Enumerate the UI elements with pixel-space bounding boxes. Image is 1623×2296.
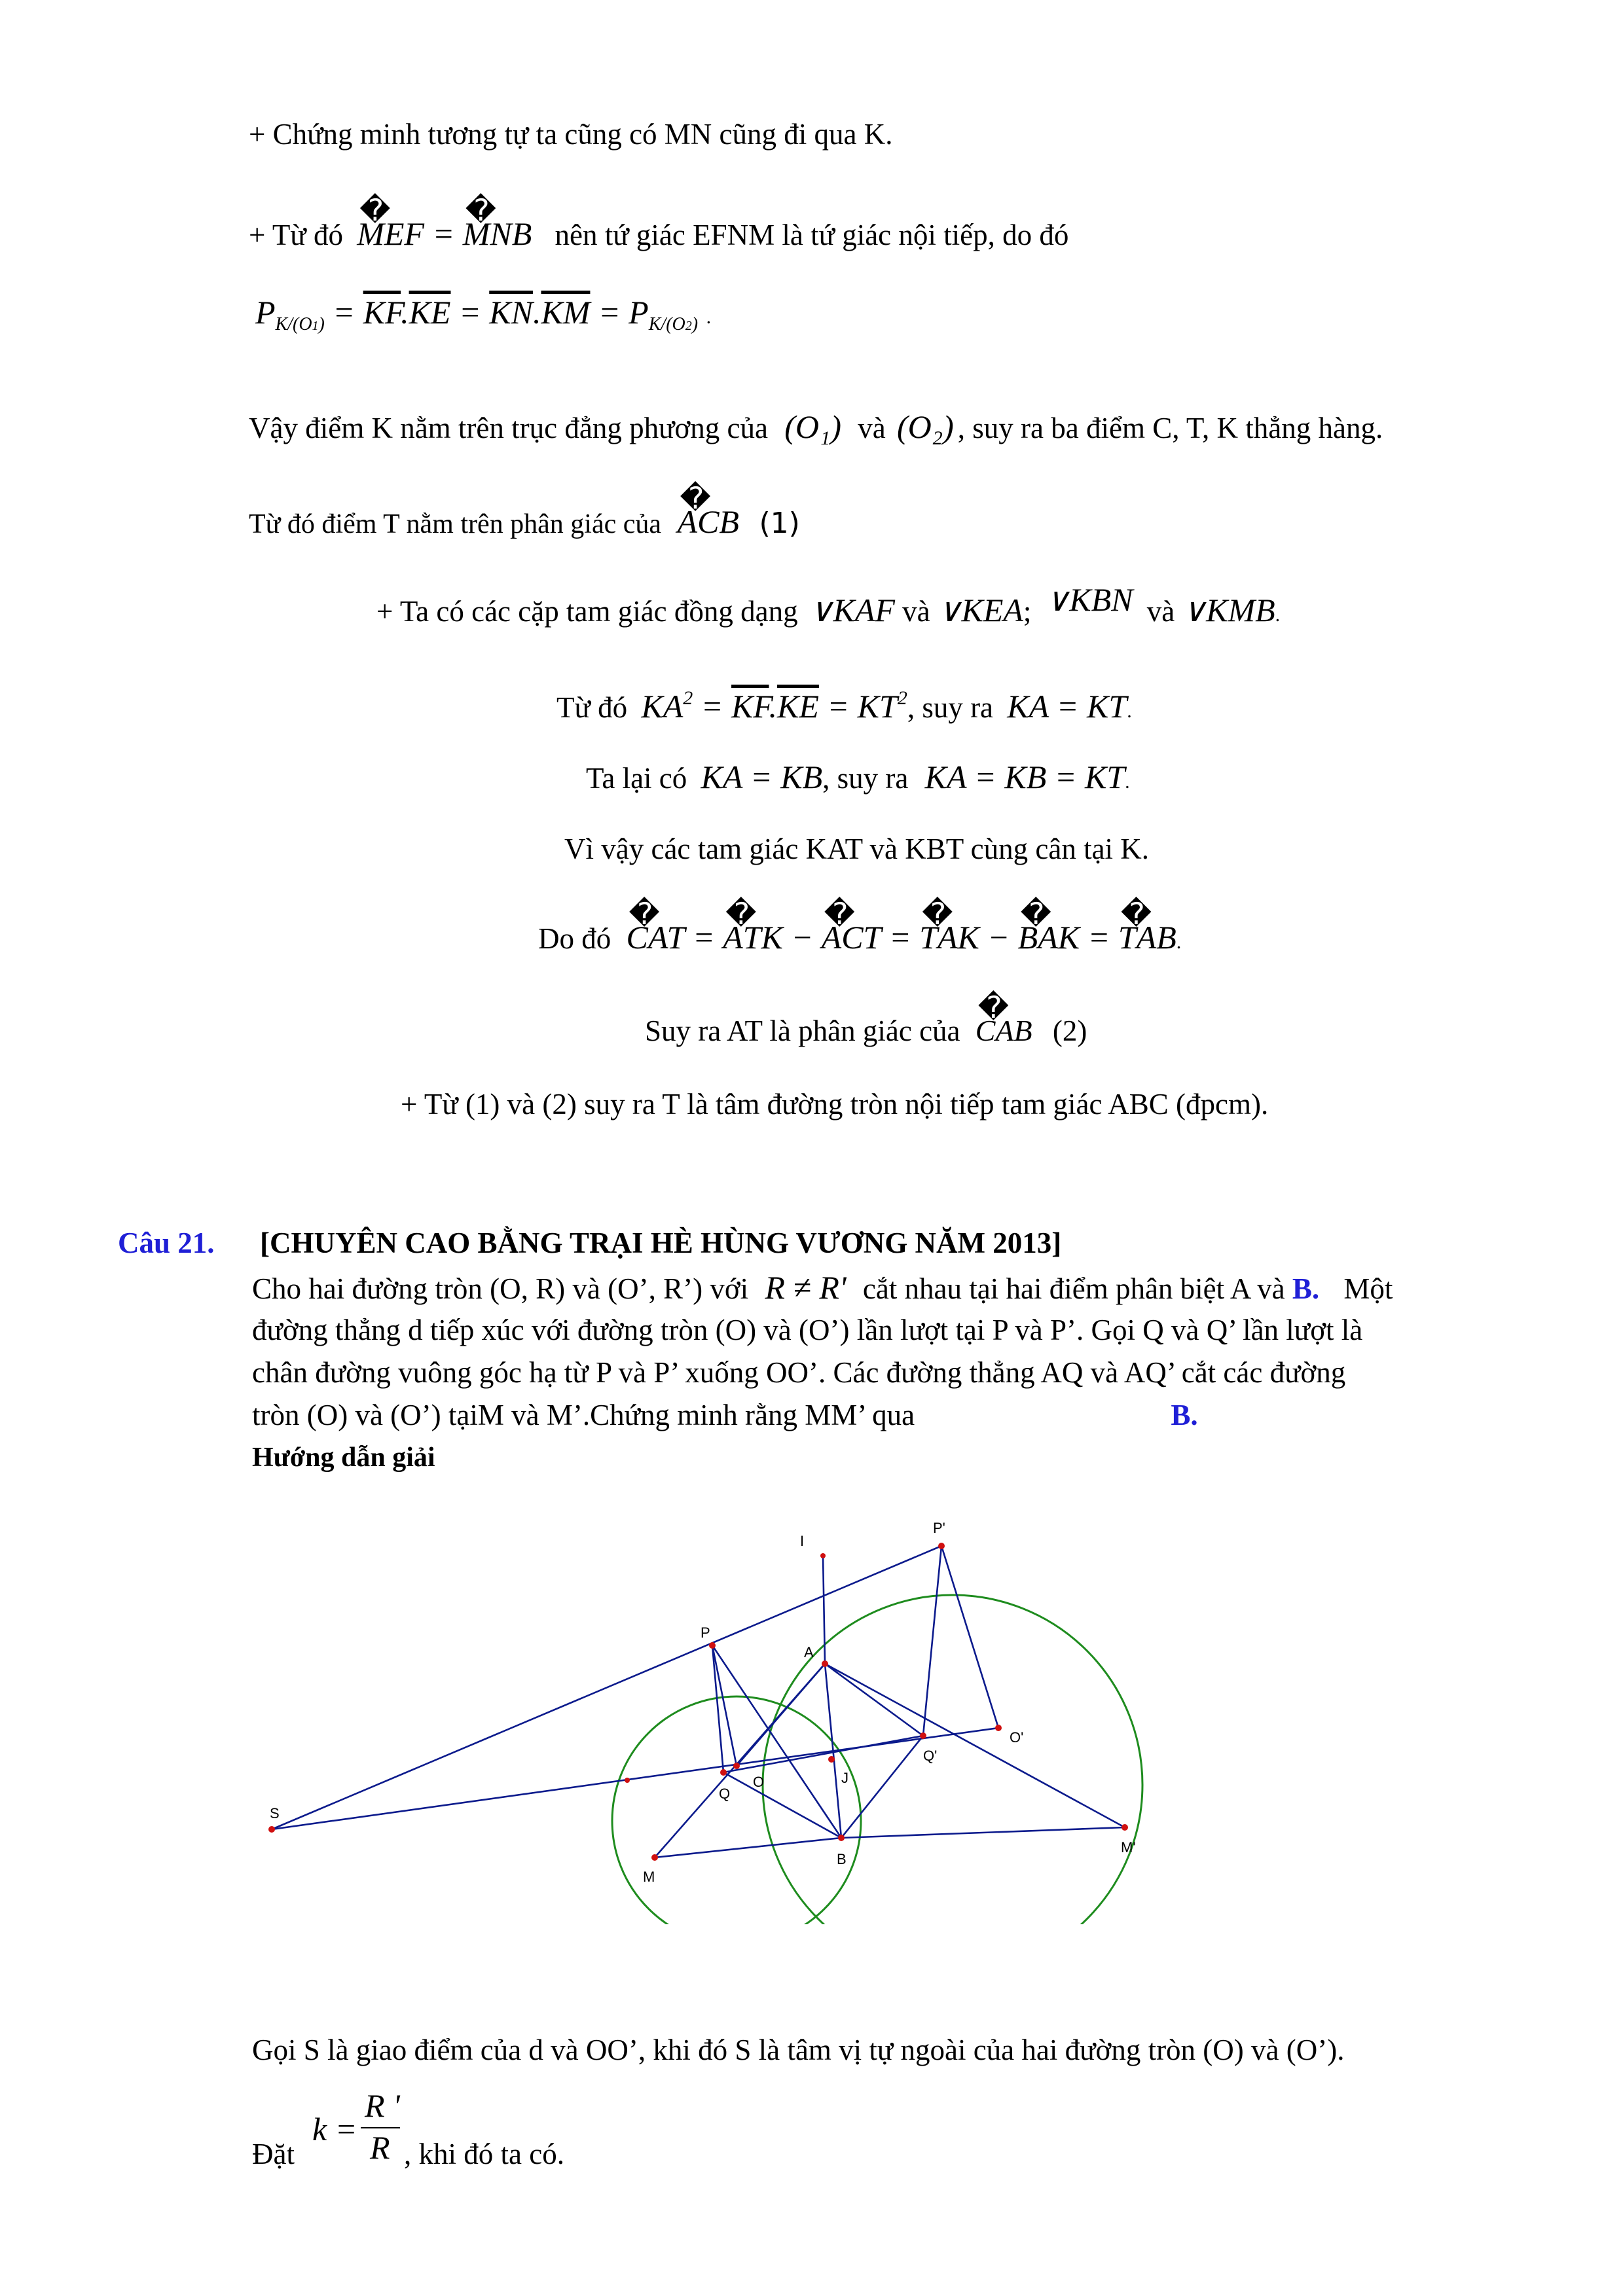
text: (2) xyxy=(1052,1014,1087,1047)
angle-CAB: � CAB xyxy=(976,1013,1032,1049)
point-M xyxy=(651,1854,658,1861)
fraction-numerator: R ' xyxy=(365,2087,400,2124)
geometry-figure xyxy=(249,1518,1218,1924)
line-M-B xyxy=(655,1838,841,1857)
equation-ka-kb: KA = KB xyxy=(701,759,823,795)
label-P: P xyxy=(701,1624,710,1641)
text: Từ đó xyxy=(556,691,628,724)
text: , suy ra xyxy=(907,691,994,724)
label-M: M xyxy=(643,1869,655,1885)
line-B-M-prime xyxy=(841,1827,1125,1838)
text: , suy ra xyxy=(822,762,909,795)
proof-line-6: + Ta có các cặp tam giác đồng dạng ∨KAF và ∨KEA; ∨KBN và ∨KMB. xyxy=(376,581,1281,628)
label-Q: Q xyxy=(719,1785,731,1802)
point-P-prime xyxy=(938,1543,945,1549)
angle-equation: � MEF = � MNB xyxy=(357,215,532,252)
question-line-1 xyxy=(252,1270,1393,1306)
question-line-2: đường thẳng d tiếp xúc với đường tròn (O) và (O’) lần lượt tại P và P’. Gọi Q và Q’ lần lượt là xyxy=(252,1314,1363,1346)
text: , khi đó ta có. xyxy=(404,2138,564,2170)
text: Ta lại có xyxy=(586,762,687,795)
point-J xyxy=(828,1756,835,1763)
label-O: O xyxy=(753,1774,765,1790)
text: và xyxy=(902,595,930,628)
label-A: A xyxy=(804,1644,814,1660)
text: Đặt xyxy=(252,2138,295,2170)
text: và xyxy=(1146,595,1175,628)
label-I: I xyxy=(800,1533,805,1549)
proof-line-9: Vì vậy các tam giác KAT và KBT cùng cân tại K. xyxy=(564,833,1150,865)
fraction-denominator: R xyxy=(370,2129,390,2166)
proof-line-11 xyxy=(645,1013,1087,1049)
equation-ka-kt: KA = KT xyxy=(1007,688,1127,725)
point-M-prime xyxy=(1122,1824,1128,1831)
text: tròn (O) và (O’) tạiM và M’.Chứng minh rằng MM’ qua xyxy=(252,1399,915,1431)
point-S xyxy=(268,1826,275,1833)
text: Do đó xyxy=(538,922,611,955)
circle-O1: (O₁) xyxy=(784,408,841,445)
line-P-prime-O-prime xyxy=(941,1546,998,1728)
after-line-2 xyxy=(252,2088,710,2179)
line-tangent-d xyxy=(272,1546,941,1829)
point-I xyxy=(820,1553,826,1558)
point-O xyxy=(733,1763,740,1769)
text: , suy ra ba điểm C, T, K thẳng hàng. xyxy=(957,412,1383,444)
label-J: J xyxy=(841,1770,848,1786)
point-on-circle xyxy=(625,1778,630,1783)
line-P-Q xyxy=(712,1645,723,1772)
point-O-prime xyxy=(995,1725,1002,1731)
power-equation: $P_{K/(O1)} = \overline{KF}.\overline{KE} = \overline{KN}.\overline{KM} = P_{K/(O2)}$ . xyxy=(255,294,712,334)
point-b: B. xyxy=(1171,1399,1198,1431)
line-B-Q-prime xyxy=(841,1736,923,1838)
point-Q-prime xyxy=(920,1732,926,1739)
text: + Từ đó xyxy=(249,219,343,251)
guide-heading: Hướng dẫn giải xyxy=(252,1443,435,1473)
label-P-prime: P' xyxy=(933,1520,945,1536)
fraction-bar xyxy=(361,2127,400,2128)
equation-ka-kb-kt: KA = KB = KT xyxy=(924,759,1125,795)
label-S: S xyxy=(270,1805,280,1821)
point-Q xyxy=(720,1769,727,1776)
proof-line-1: + Chứng minh tương tự ta cũng có MN cũng đi qua K. xyxy=(249,118,893,151)
triangle-KAF: ∨KAF xyxy=(809,592,895,628)
question-line-3: chân đường vuông góc hạ từ P và P’ xuống OO’. Các đường thẳng AQ và AQ’ cắt các đường xyxy=(252,1356,1346,1389)
text: Suy ra AT là phân giác của xyxy=(645,1014,960,1047)
text: nên tứ giác EFNM là tứ giác nội tiếp, do đó xyxy=(555,219,1069,251)
label-Q-prime: Q' xyxy=(923,1748,938,1764)
equation-ka-squared: $KA^2 = \overline{KF}.\overline{KE} = KT^2$ xyxy=(641,687,907,725)
angle-ACB: � ACB xyxy=(678,504,739,539)
after-line-1: Gọi S là giao điểm của d và OO’, khi đó S là tâm vị tự ngoài của hai đường tròn (O) và (O’). xyxy=(252,2034,1345,2066)
question-line-4 xyxy=(252,1397,1198,1433)
proof-line-7: Từ đó $KA^2 = \overline{KF}.\overline{KE} = KT^2$, suy ra KA = KT. xyxy=(556,687,1132,725)
point-B xyxy=(838,1835,845,1841)
proof-line-5 xyxy=(249,504,800,542)
k-symbol: k = xyxy=(312,2111,357,2147)
triangle-KMB: ∨KMB xyxy=(1182,592,1275,628)
proof-line-2 xyxy=(249,216,1068,253)
line-P-prime-Q-prime xyxy=(923,1546,941,1736)
point-b: B. xyxy=(1292,1272,1320,1305)
line-I-A xyxy=(823,1556,825,1664)
question-title: [CHUYÊN CAO BẰNG TRẠI HÈ HÙNG VƯƠNG NĂM 2013] xyxy=(260,1227,1062,1259)
proof-line-10: Do đó � CAT = � ATK − � ACT = � TAK − � BAK = � TAB. xyxy=(538,920,1181,960)
proof-line-4 xyxy=(249,409,1383,446)
r-not-equal: R ≠ R' xyxy=(765,1269,847,1306)
label-M-prime: M' xyxy=(1121,1839,1136,1856)
line-A-Q-prime xyxy=(825,1664,923,1736)
text: Từ đó điểm T nằm trên phân giác của xyxy=(249,509,662,539)
circle-O2: (O₂) xyxy=(896,408,954,445)
proof-line-12: + Từ (1) và (2) suy ra T là tâm đường tròn nội tiếp tam giác ABC (đpcm). xyxy=(401,1088,1269,1121)
label-O-prime: O' xyxy=(1010,1729,1024,1746)
text: và xyxy=(858,412,886,444)
triangle-KBN: ∨KBN xyxy=(1045,581,1133,618)
proof-line-8: Ta lại có KA = KB, suy ra KA = KB = KT. xyxy=(586,759,1130,795)
angle-equation-2: � CAT = � ATK − � ACT = � TAK − � BAK = � TAB xyxy=(627,919,1176,956)
label-B: B xyxy=(837,1851,847,1867)
point-A xyxy=(822,1660,828,1667)
line-Q-Q-prime xyxy=(723,1736,923,1772)
text: (1) xyxy=(759,507,800,540)
text: ; xyxy=(1023,595,1032,628)
circle-O-prime xyxy=(763,1595,1142,1924)
point-P xyxy=(709,1642,716,1649)
triangle-KEA: ∨KEA xyxy=(937,592,1023,628)
text: Cho hai đường tròn (O, R) và (O’, R’) với xyxy=(252,1272,749,1305)
text: + Ta có các cặp tam giác đồng dạng xyxy=(376,595,798,628)
question-number: Câu 21. xyxy=(118,1227,215,1259)
line-S-O-prime-ext xyxy=(272,1827,1125,1829)
text: Vậy điểm K nằm trên trục đẳng phương của xyxy=(249,412,768,444)
text: Một xyxy=(1343,1272,1393,1305)
text: cắt nhau tại hai điểm phân biệt A và xyxy=(862,1272,1285,1305)
